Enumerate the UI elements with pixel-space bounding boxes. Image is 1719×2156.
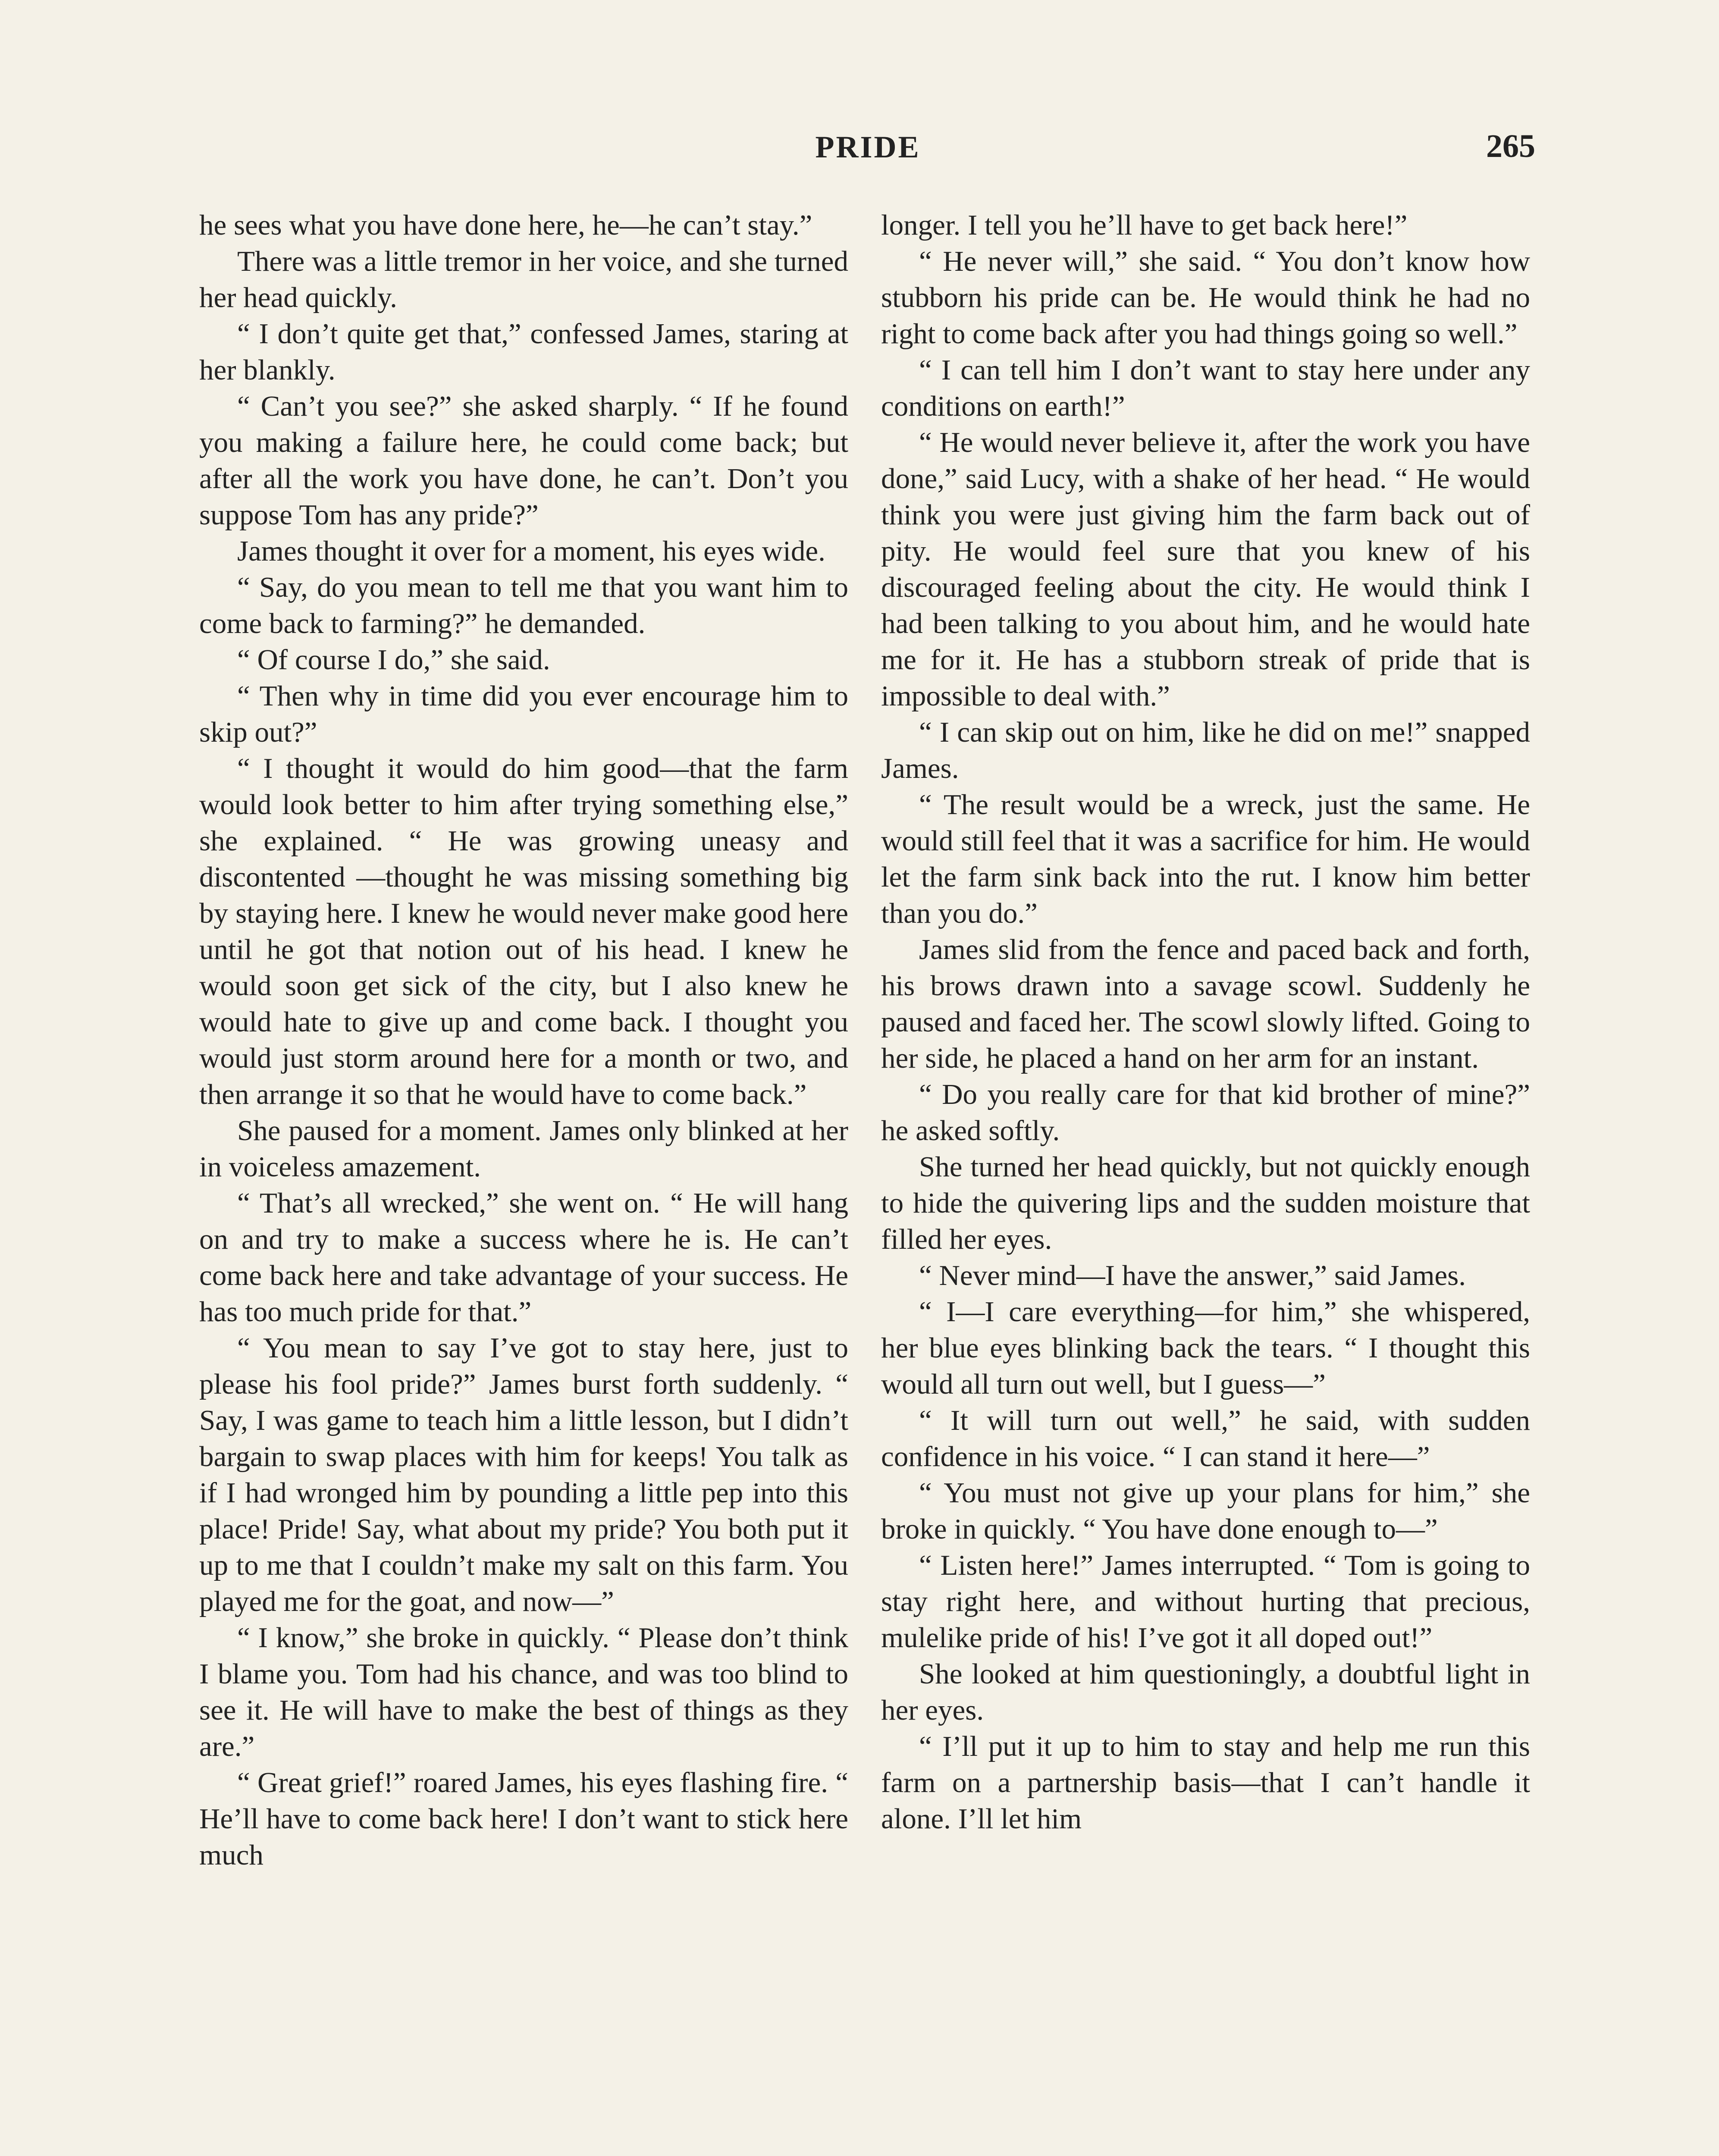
right-column bbox=[881, 207, 1530, 2156]
paragraph: “ Of course I do,” she said. bbox=[237, 644, 550, 676]
paragraph: “ I know,” she broke in quickly. “ Please don’t think I blame you. Tom had his chance, and was too blind to see it. He will have to make the best of things as they are.” bbox=[199, 1622, 848, 1762]
paragraph: he sees what you have done here, he—he can’t stay.” bbox=[199, 209, 812, 241]
paragraph: “ Then why in time did you ever encourage him to skip out?” bbox=[199, 680, 848, 748]
paragraph: “ He never will,” she said. “ You don’t know how stubborn his pride can be. He would think he had no right to come back after you had things going so well.” bbox=[881, 245, 1530, 350]
paragraph: “ The result would be a wreck, just the same. He would still feel that it was a sacrifice for him. He would let the farm sink back into the rut. I know him better than you do.” bbox=[881, 789, 1530, 929]
paragraph: “ That’s all wrecked,” she went on. “ He will hang on and try to make a success where he is. He can’t come back here and take advantage of your success. He has too much pride for that.” bbox=[199, 1187, 848, 1328]
paragraph: “ You must not give up your plans for him,” she broke in quickly. “ You have done enough to—” bbox=[881, 1477, 1530, 1545]
paragraph: “ Listen here!” James interrupted. “ Tom is going to stay right here, and without hurting that precious, mulelike pride of his! I’ve got it all doped out!” bbox=[881, 1549, 1530, 1654]
paragraph: “ Great grief!” roared James, his eyes flashing fire. “ He’ll have to come back here! I don’t want to stick here much bbox=[199, 1767, 848, 1871]
paragraph: “ I—I care everything—for him,” she whispered, her blue eyes blinking back the tears. “ I thought this would all turn out well, but I guess—” bbox=[881, 1296, 1530, 1400]
paragraph: There was a little tremor in her voice, and she turned her head quickly. bbox=[199, 245, 848, 313]
paragraph: “ I can skip out on him, like he did on me!” snapped James. bbox=[881, 716, 1530, 784]
left-column bbox=[199, 207, 848, 2156]
paragraph: She turned her head quickly, but not quickly enough to hide the quivering lips and the sudden moisture that filled her eyes. bbox=[881, 1151, 1530, 1255]
paragraph: James slid from the fence and paced back and forth, his brows drawn into a savage scowl. Suddenly he paused and faced her. The scowl slowly lifted. Going to her side, he placed a hand on her arm for an instant. bbox=[881, 934, 1530, 1074]
paragraph: “ I’ll put it up to him to stay and help me run this farm on a partnership basis—that I can’t handle it alone. I’ll let him bbox=[881, 1730, 1530, 1835]
running-head bbox=[201, 129, 1535, 172]
paragraph: “ Say, do you mean to tell me that you want him to come back to farming?” he demanded. bbox=[199, 571, 848, 639]
paragraph: longer. I tell you he’ll have to get back here!” bbox=[881, 209, 1408, 241]
paragraph: “ You mean to say I’ve got to stay here, just to please his fool pride?” James burst forth suddenly. “ Say, I was game to teach him a little lesson, but I didn’t bargain to swap places with him for keeps! You talk as if I had wronged him by pounding a little pep into this place! Pride! Say, what about my pride? You both put it up to me that I couldn’t make my salt on this farm. You played me for the goat, and now—” bbox=[199, 1332, 848, 1617]
paragraph: “ Do you really care for that kid brother of mine?” he asked softly. bbox=[881, 1078, 1530, 1147]
paragraph: “ He would never believe it, after the work you have done,” said Lucy, with a shake of her head. “ He would think you were just giving him the farm back out of pity. He would feel sure that you knew of his discouraged feeling about the city. He would think I had been talking to you about him, and he would hate me for it. He has a stubborn streak of pride that is impossible to deal with.” bbox=[881, 426, 1530, 712]
running-title: PRIDE bbox=[815, 130, 921, 164]
paragraph: “ I don’t quite get that,” confessed James, staring at her blankly. bbox=[199, 318, 848, 386]
paragraph: She paused for a moment. James only blinked at her in voiceless amazement. bbox=[199, 1115, 848, 1183]
paragraph: James thought it over for a moment, his eyes wide. bbox=[237, 535, 825, 567]
paragraph: “ I can tell him I don’t want to stay here under any conditions on earth!” bbox=[881, 354, 1530, 422]
paragraph: “ Can’t you see?” she asked sharply. “ If he found you making a failure here, he could come back; but after all the work you have done, he can’t. Don’t you suppose Tom has any pride?” bbox=[199, 390, 848, 531]
paragraph: “ I thought it would do him good—that the farm would look better to him after trying something else,” she explained. “ He was growing uneasy and discontented —thought he was missing something big by staying here. I knew he would never make good here until he got that notion out of his head. I knew he would soon get sick of the city, but I also knew he would hate to give up and come back. I thought you would just storm around here for a month or two, and then arrange it so that he would have to come back.” bbox=[199, 752, 848, 1110]
paragraph: “ It will turn out well,” he said, with sudden confidence in his voice. “ I can stand it here—” bbox=[881, 1404, 1530, 1473]
page-number: 265 bbox=[1486, 128, 1535, 164]
paragraph: “ Never mind—I have the answer,” said James. bbox=[919, 1260, 1466, 1291]
paragraph: She looked at him questioningly, a doubtful light in her eyes. bbox=[881, 1658, 1530, 1726]
